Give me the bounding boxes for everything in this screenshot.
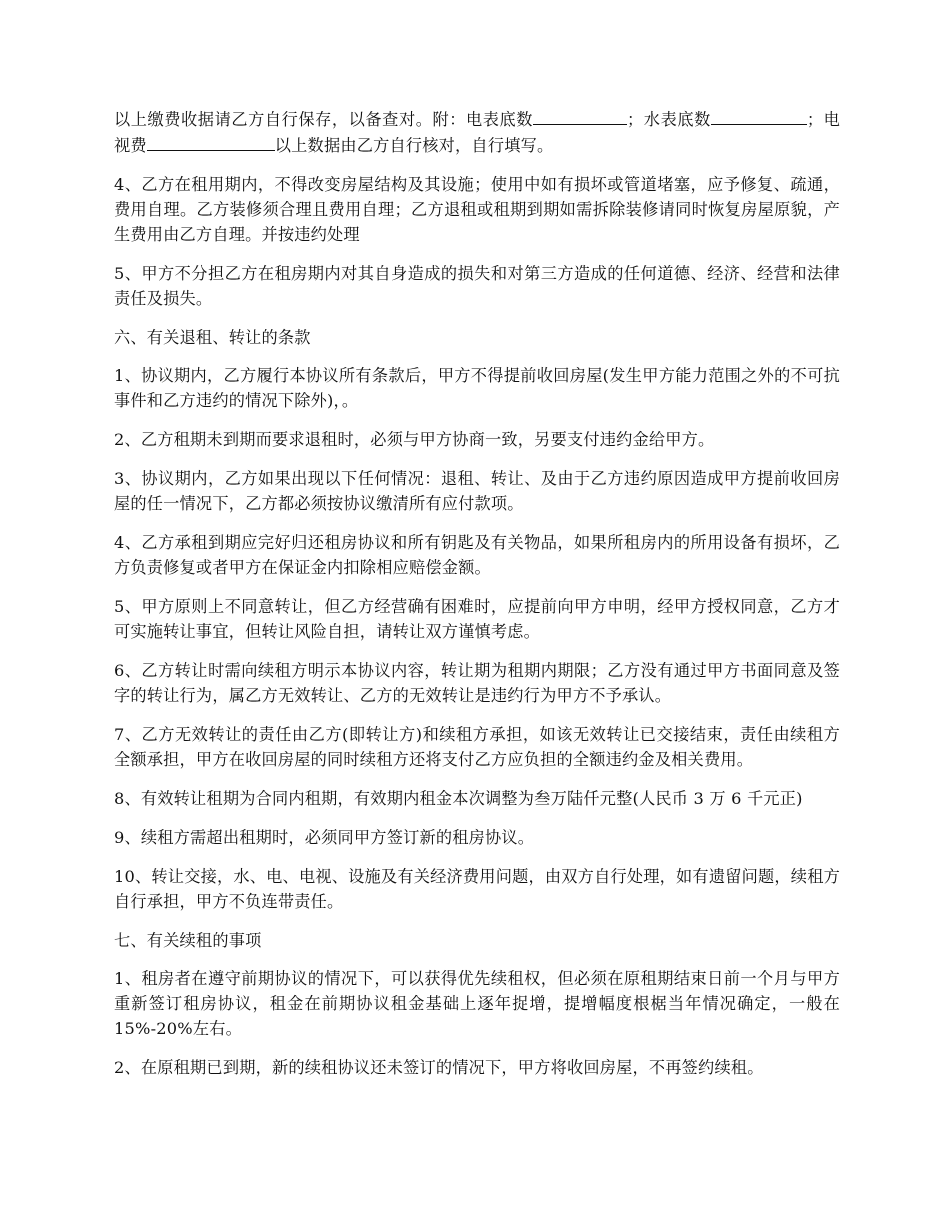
meter-electric-blank[interactable] — [533, 106, 627, 125]
fees-sep1-text: ；水表底数 — [627, 110, 711, 129]
section-six-item: 8、有效转让租期为合同内租期，有效期内租金本次调整为叁万陆仟元整(人民币 3 万 6 千元正) — [114, 789, 803, 808]
document-page — [114, 106, 840, 1094]
clause-paragraph: 5、甲方不分担乙方在租房期内对其自身造成的损失和对第三方造成的任何道德、经济、经营和法律责任及损失。 — [114, 264, 840, 308]
section-seven-item: 1、租房者在遵守前期协议的情况下，可以获得优先续租权，但必须在原租期结束日前一个月与甲方重新签订租房协议，租金在前期协议租金基础上逐年捉增，提增幅度根椐当年情况确定，一般在 15%-20%左右。 — [114, 969, 840, 1038]
meter-water-blank[interactable] — [711, 106, 775, 125]
section-six-title: 六、有关退租、转让的条款 — [114, 328, 311, 347]
fees-lead-text: 以上缴费收据请乙方自行保存，以备查对。附：电表底数 — [114, 110, 534, 129]
fees-paragraph — [114, 106, 840, 158]
fees-sep2-text: ；电视费 — [114, 110, 841, 155]
meter-water-blank-cont[interactable] — [775, 106, 807, 125]
section-six-item: 7、乙方无效转让的责任由乙方(即转让方)和续租方承担，如该无效转让已交接结束，责任由续租方全额承担，甲方在收回房屋的同时续租方还将支付乙方应负担的全额违约金及相关费用。 — [114, 725, 840, 769]
section-six-item: 1、协议期内，乙方履行本协议所有条款后，甲方不得提前收回房屋(发生甲方能力范围之外的不可抗事件和乙方违约的情况下除外)，。 — [114, 366, 840, 410]
section-six-item: 4、乙方承租到期应完好归还租房协议和所有钥匙及有关物品，如果所租房内的所用设备有损坏，乙方负责修复或者甲方在保证金内扣除相应赔偿金额。 — [114, 533, 840, 577]
section-six-item: 6、乙方转让时需向续租方明示本协议内容，转让期为租期内期限；乙方没有通过甲方书面同意及签字的转让行为，属乙方无效转让、乙方的无效转让是违约行为甲方不予承认。 — [114, 661, 840, 705]
section-six-item: 2、乙方租期未到期而要求退租时，必须与甲方协商一致，另要支付违约金给甲方。 — [114, 430, 715, 449]
fees-tail-text: 以上数据由乙方自行核对，自行填写。 — [274, 136, 554, 155]
section-six-item: 3、协议期内，乙方如果出现以下任何情况：退租、转让、及由于乙方违约原因造成甲方提前收回房屋的任一情况下，乙方都必须按协议缴清所有应付款项。 — [114, 469, 840, 513]
section-seven-item: 2、在原租期已到期，新的续租协议还未签订的情况下，甲方将收回房屋，不再签约续租。 — [114, 1058, 764, 1077]
tv-fee-blank[interactable] — [147, 132, 275, 151]
clause-paragraph: 4、乙方在租用期内，不得改变房屋结构及其设施；使用中如有损坏或管道堵塞，应予修复、疏通，费用自理。乙方装修须合理且费用自理；乙方退租或租期到期如需拆除装修请同时恢复房屋原貌，产生费用由乙方自理。并按违约处理 — [114, 175, 840, 244]
section-seven-title: 七、有关续租的事项 — [114, 931, 262, 950]
section-six-item: 10、转让交接，水、电、电视、设施及有关经济费用问题，由双方自行处理，如有遗留问题，续租方自行承担，甲方不负连带责任。 — [114, 867, 840, 911]
section-six-item: 5、甲方原则上不同意转让，但乙方经营确有困难时，应提前向甲方申明，经甲方授权同意，乙方才可实施转让事宜，但转让风险自担，请转让双方谨慎考虑。 — [114, 597, 840, 641]
section-six-item: 9、续租方需超出租期时，必须同甲方签订新的租房协议。 — [114, 828, 535, 847]
